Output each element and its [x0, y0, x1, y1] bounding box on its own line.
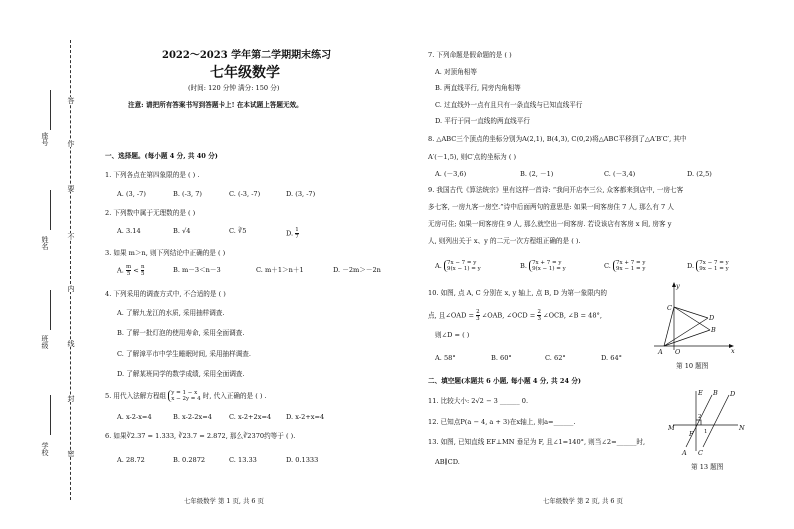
- seal-char: 答: [67, 97, 75, 104]
- q1-option-d: D. (3, -7): [286, 190, 316, 198]
- q10-fraction-1: $\frac{2}{3}$: [476, 309, 480, 322]
- fig13-angle-2: 2: [698, 414, 702, 420]
- seal-char: 密: [67, 450, 75, 457]
- page-1-footer: 七年级数学 第 1 页, 共 6 页: [184, 497, 264, 505]
- segment-cb: [674, 307, 710, 330]
- q1-option-b: B. (-3, 7): [173, 190, 202, 198]
- q9-line2: 多七客, 一房九客一房空.”诗中后面两句的意思是: 如果一间客房住 7 人, 那么有 7 人: [428, 203, 674, 211]
- line-ab: [686, 395, 712, 447]
- figure-10: [652, 280, 742, 360]
- class-label: 班级: [41, 335, 49, 349]
- seal-char: 作: [67, 140, 75, 147]
- q9-option-b: B. 7x + 7 = y 9(x − 1) = y: [520, 260, 566, 272]
- figure-13: [668, 385, 748, 463]
- q1-option-a: A. (3, -7): [117, 190, 146, 198]
- exam-notice: 注意: 请把所有答案书写到答题卡上! 在本试题上答题无效。: [128, 101, 303, 109]
- q6-option-a: A. 28.72: [117, 456, 145, 464]
- q10-option-b: B. 60°: [491, 354, 512, 362]
- section1-heading: 一、选择题。(每小题 4 分, 共 40 分): [105, 152, 218, 160]
- q7-option-b: B. 两直线平行, 同旁内角相等: [435, 84, 521, 92]
- q10-option-c: C. 62°: [545, 354, 566, 362]
- q9-option-a-system: 7x − 7 = y 9(x − 1) = y: [444, 260, 481, 272]
- fig10-label-b: B: [711, 326, 716, 334]
- q1-option-c: C. (-3, -7): [229, 190, 261, 198]
- q2-option-b: B. √4: [173, 227, 191, 235]
- q8-option-a: A. (－3,6): [435, 170, 467, 178]
- school-blank: [50, 395, 51, 435]
- q13-line1: 13. 如图, 已知直线 EF⊥MN 垂足为 F, 且∠1=140°, 则当∠2=______时,: [428, 438, 646, 446]
- segment-ab: [664, 330, 710, 346]
- section2-heading: 二、填空题(本题共 6 小题, 每小题 4 分, 共 24 分): [428, 377, 582, 385]
- q4-stem: 4. 下列采用的调查方式中, 不合适的是 ( ): [105, 290, 226, 298]
- q9-option-c: C. 7x + 7 = y 9x − 1 = y: [604, 260, 646, 272]
- fig13-angle-1: 1: [704, 429, 708, 435]
- figure-10-caption: 第 10 题图: [676, 362, 709, 370]
- q4-option-c: C. 了解漳平市中学生睡眠时间, 采用抽样调查.: [117, 350, 251, 358]
- q7-option-c: C. 过直线外一点有且只有一条直线与已知直线平行: [435, 101, 583, 109]
- q7-stem: 7. 下列命题是假命题的是 ( ): [428, 51, 512, 59]
- q8-line1: 8. △ABC三个顶点的坐标分别为A(2,1), B(4,3), C(0,2)将△ABC平移到了△A′B′C′, 其中: [428, 135, 687, 143]
- seat-blank: [50, 90, 51, 130]
- q5-stem: 5. 用代入法解方程组 y = 1 − x x − 2y = 4 时, 代入正确的是 ( ) .: [105, 390, 267, 402]
- class-blank: [50, 290, 51, 330]
- q9-line3: 无房可住; 如果一间客房住 9 人, 那么就空出一间客房. 若设该店有客房 x 间, 房客 y: [428, 220, 672, 228]
- fig13-label-d: D: [730, 390, 736, 398]
- q8-option-c: C. (－3,4): [604, 170, 636, 178]
- q8-option-b: B. (2, －1): [520, 170, 554, 178]
- fig13-label-f: F: [689, 430, 694, 438]
- q8-line2: A′(－1,5), 则C′点的坐标为 ( ): [428, 153, 517, 161]
- seal-char: 要: [67, 185, 75, 192]
- q6-option-b: B. 0.2872: [173, 456, 206, 464]
- fig10-label-a: A: [658, 348, 663, 356]
- q10-option-a: A. 58°: [435, 354, 456, 362]
- q5-option-a: A. x-2-x=4: [117, 413, 152, 421]
- q4-option-a: A. 了解九龙江的水质, 采用抽样调查.: [117, 309, 225, 317]
- segment-cd: [674, 307, 708, 318]
- q9-option-b-system: 7x + 7 = y 9(x − 1) = y: [529, 260, 566, 272]
- q10-line2: 点, 且∠OAD = $\frac{2}{3}$ ∠OAB, ∠OCD = $\frac{2}{3}$ ∠OCB, ∠B = 48°,: [428, 309, 602, 322]
- q3-option-c: C. m＋1＞n＋1: [256, 266, 304, 274]
- q2-option-d: [286, 227, 299, 240]
- q7-option-d: D. 平行于同一直线的两直线平行: [435, 117, 530, 125]
- exam-title: 2022～2023 学年第二学期期末练习: [162, 50, 332, 61]
- q10-line3: 则∠D = ( ): [435, 331, 470, 339]
- segment-ac: [664, 307, 674, 346]
- seal-char: 线: [67, 340, 75, 347]
- q3-option-a: A. $\frac{m}{5}$ < $\frac{n}{5}$: [117, 264, 145, 277]
- fig10-label-o: O: [675, 348, 681, 356]
- fig10-label-c: C: [667, 304, 672, 312]
- fig10-label-x: x: [731, 347, 735, 355]
- q9-option-a: A. 7x − 7 = y 9(x − 1) = y: [435, 260, 481, 272]
- fig13-label-c: C: [698, 449, 703, 457]
- q3-fraction-m: $\frac{m}{5}$: [125, 264, 132, 277]
- seat-label: 座号: [41, 132, 49, 146]
- school-label: 学校: [41, 442, 49, 456]
- fig13-label-b: B: [713, 389, 718, 397]
- fig13-label-n: N: [739, 424, 745, 432]
- name-blank: [50, 190, 51, 230]
- q12-text: 12. 已知点P(a − 4, a + 3)在x轴上, 则a=______.: [428, 418, 576, 426]
- q13-line2: AB∥CD.: [435, 458, 460, 466]
- q1-stem: 1. 下列各点在第四象限的是 ( ) .: [105, 171, 200, 179]
- q9-option-d: D. 7x − 7 = y 9x − 1 = y: [687, 260, 729, 272]
- subject-title: 七年级数学: [210, 65, 280, 81]
- fig13-label-a: A: [682, 449, 687, 457]
- q10-line1: 10. 如图, 点 A, C 分别在 x, y 轴上, 点 B, D 为第一象限内的: [428, 289, 607, 297]
- q3-fraction-n: $\frac{n}{5}$: [140, 264, 145, 277]
- q4-option-b: B. 了解一批灯泡的使用寿命, 采用全面调查.: [117, 329, 245, 337]
- q2-fraction: $\frac{1}{7}$: [295, 227, 299, 240]
- name-label: 姓名: [41, 236, 49, 250]
- q5-option-b: B. x-2-2x=4: [173, 413, 212, 421]
- q11-text: 11. 比较大小: 2√2 − 3 ______ 0.: [428, 397, 529, 405]
- q7-option-a: A. 对顶角相等: [435, 68, 477, 76]
- fig10-label-d: D: [709, 314, 715, 322]
- q9-line4: 人, 则列出关于 x、y 的二元一次方程组正确的是 ( ).: [428, 237, 581, 245]
- q8-option-d: D. (2,5): [687, 170, 712, 178]
- seal-dashed-line: [70, 40, 71, 500]
- seal-char: 内: [67, 285, 75, 292]
- q5-option-d: D. x-2+x=4: [286, 413, 325, 421]
- q9-option-c-system: 7x + 7 = y 9x − 1 = y: [613, 260, 645, 272]
- page-2-footer: 七年级数学 第 2 页, 共 6 页: [543, 497, 623, 505]
- line-cd: [703, 395, 729, 447]
- seal-char: 封: [67, 395, 75, 402]
- q6-option-d: D. 0.1333: [286, 456, 319, 464]
- q3-stem: 3. 如果 m＞n, 则下列结论中正确的是 ( ): [105, 249, 226, 257]
- q6-option-c: C. 13.33: [229, 456, 257, 464]
- fig13-label-e: E: [698, 389, 703, 397]
- q5-option-c: C. x-2+2x=4: [229, 413, 272, 421]
- figure-13-caption: 第 13 题图: [691, 463, 724, 471]
- segment-ad: [664, 318, 708, 346]
- q4-option-d: D. 了解某班同学的数学成绩, 采用全面调查.: [117, 370, 245, 378]
- q5-equation-system: y = 1 − x x − 2y = 4: [168, 390, 200, 402]
- q2-option-d-label: D.: [286, 229, 294, 238]
- q10-option-d: D. 64°: [601, 354, 622, 362]
- q3-option-d: D. －2m＞－2n: [333, 266, 381, 274]
- q2-stem: 2. 下列数中属于无理数的是 ( ): [105, 209, 196, 217]
- q10-fraction-2: $\frac{2}{3}$: [537, 309, 541, 322]
- fig10-label-y: y: [676, 282, 680, 290]
- q9-option-d-system: 7x − 7 = y 9x − 1 = y: [696, 260, 728, 272]
- q2-option-a: A. 3.14: [117, 227, 141, 235]
- fig13-label-m: M: [668, 424, 675, 432]
- seal-char: 不: [67, 233, 75, 240]
- q3-option-b: B. m－3＜n－3: [173, 266, 221, 274]
- q9-line1: 9. 我国古代《算法统宗》里有这样一首诗: “我问开店李三公, 众客都来到店中, 一房七客: [428, 186, 684, 194]
- q6-stem: 6. 如果∛2.37 = 1.333, ∛23.7 = 2.872, 那么∛2370约等于 ( ).: [105, 432, 296, 440]
- exam-meta: (时间: 120 分钟 满分: 150 分): [188, 84, 280, 92]
- q2-option-c: C. ∛5: [229, 227, 247, 235]
